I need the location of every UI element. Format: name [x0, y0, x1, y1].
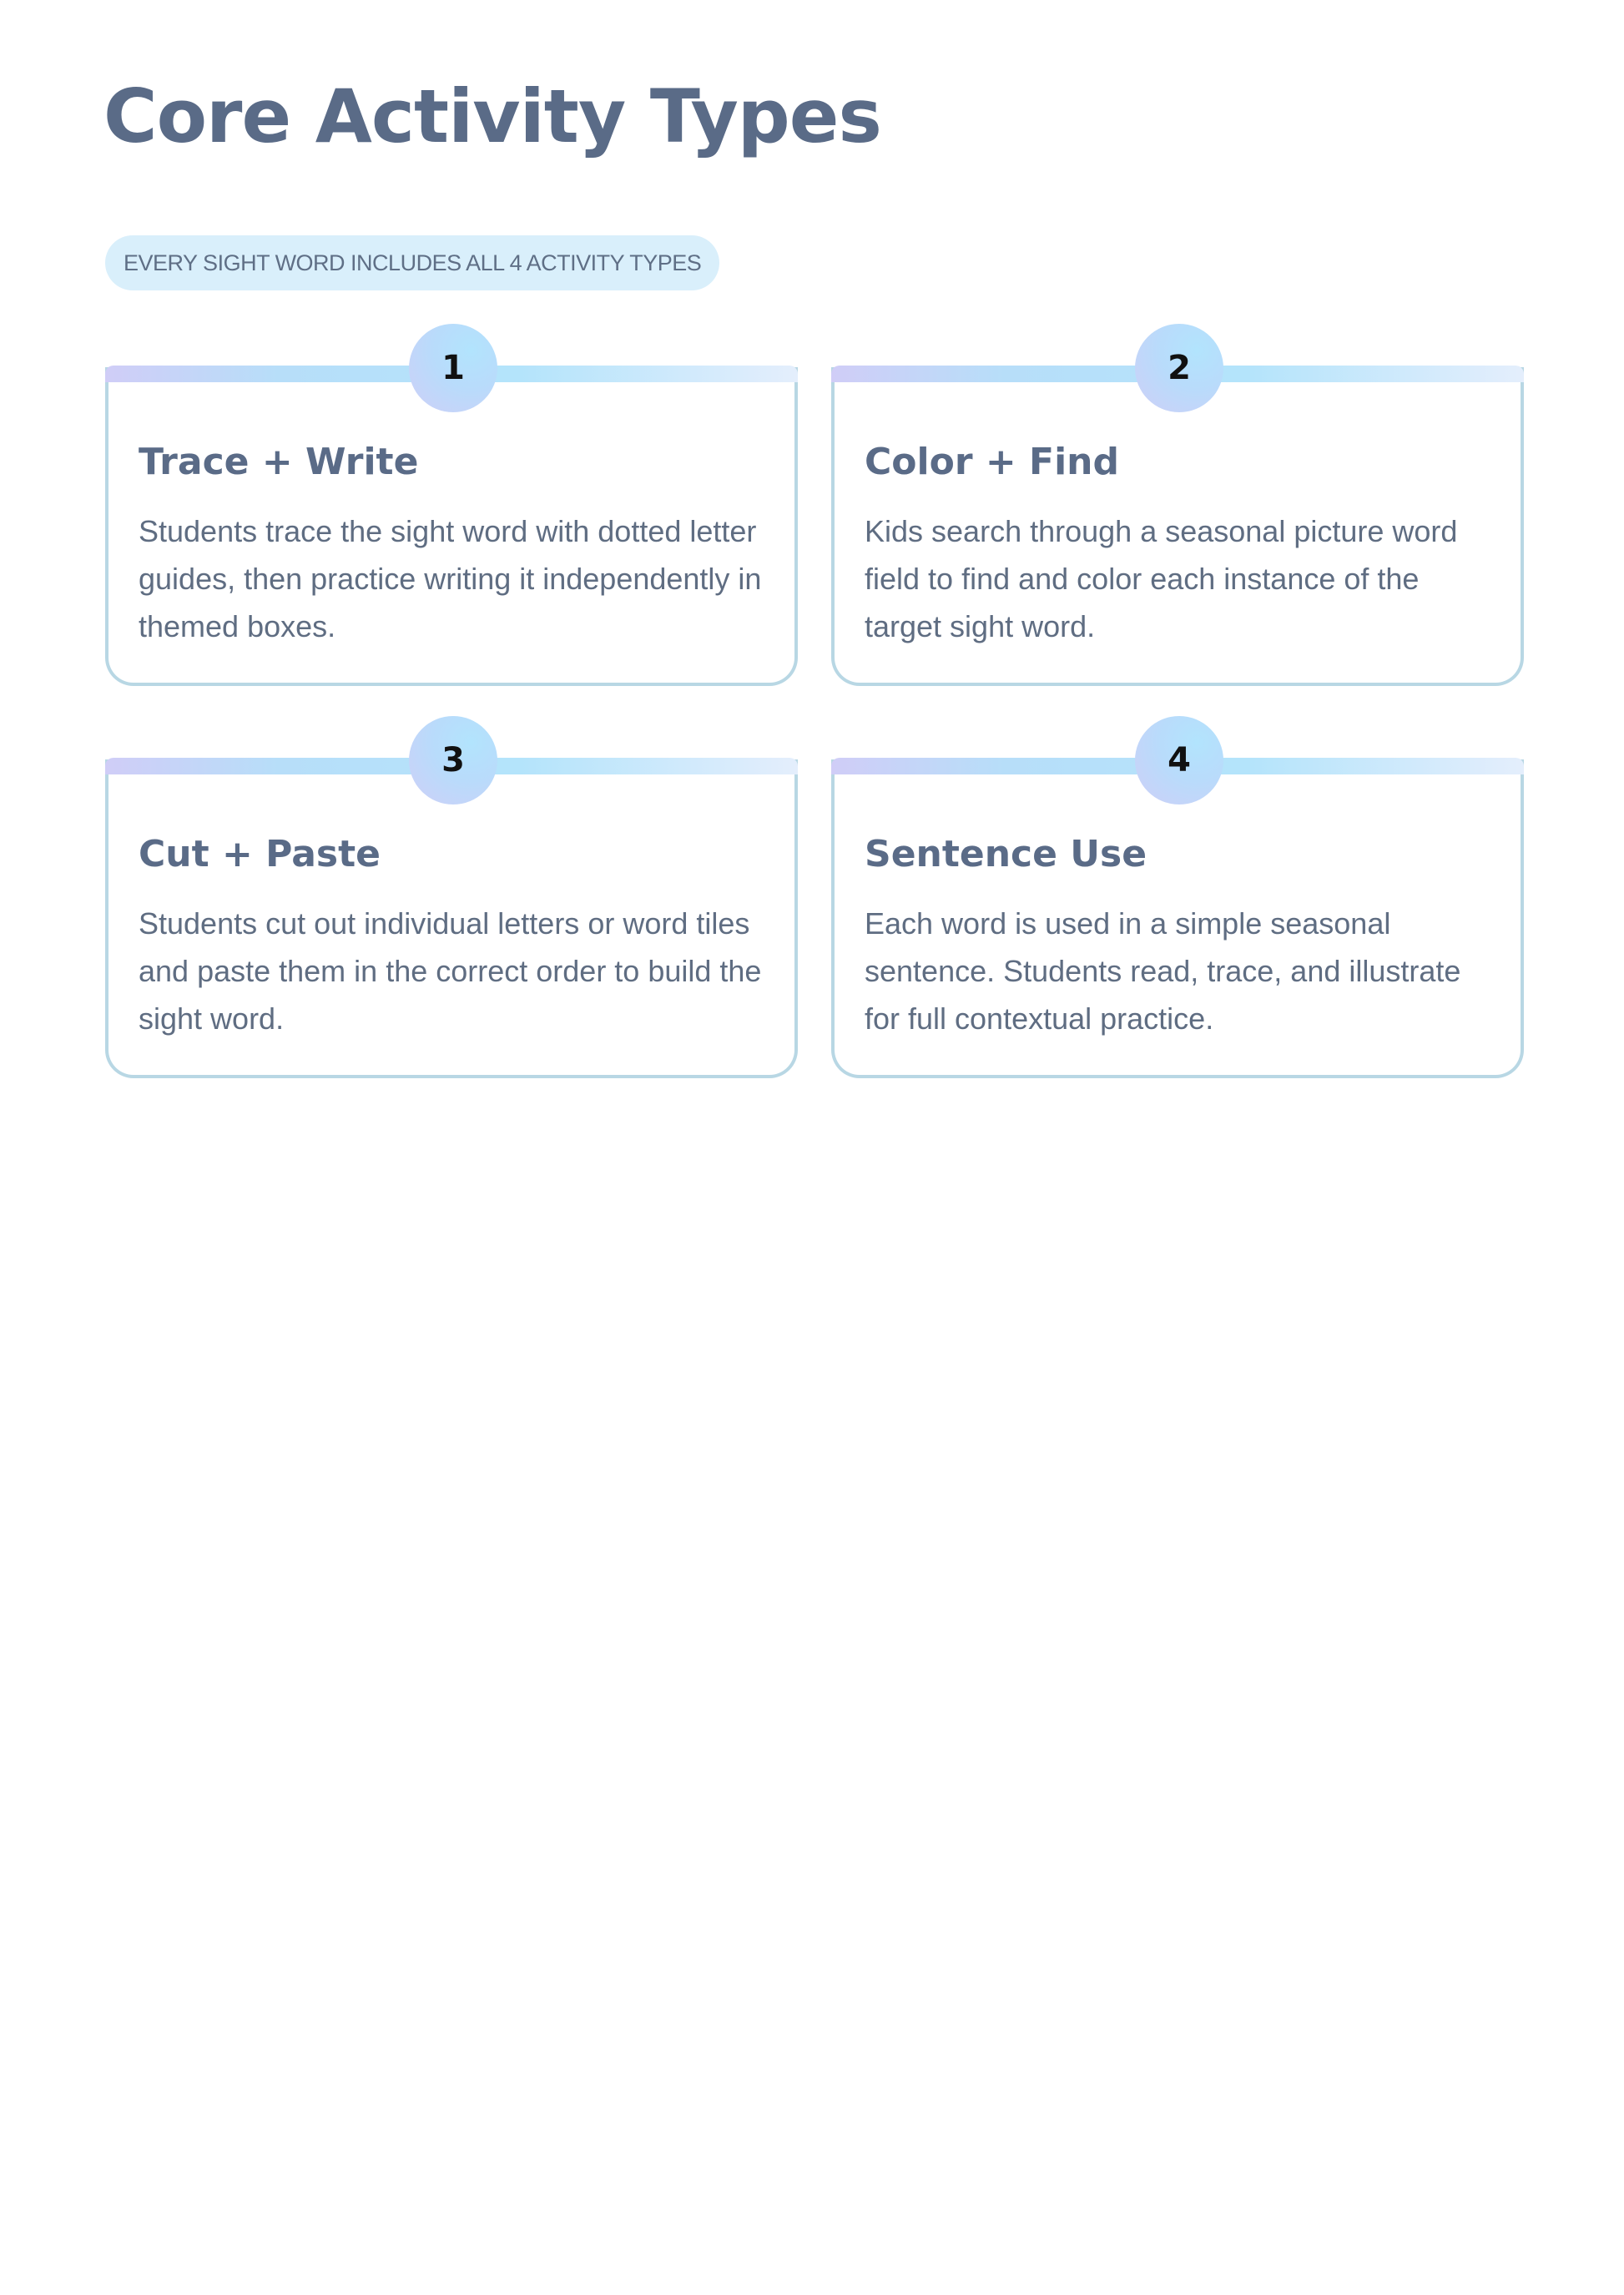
activity-card-cut-paste — [105, 716, 798, 1078]
activity-card-color-find — [831, 324, 1524, 686]
activity-number-badge: 2 — [1135, 324, 1223, 412]
activity-description: Students cut out individual letters or word tiles and paste them in the correct order to build the sight word. — [139, 906, 762, 1036]
activity-number-badge: 1 — [409, 324, 497, 412]
activity-title: Cut + Paste — [139, 833, 381, 875]
activity-description: Students trace the sight word with dotted letter guides, then practice writing it independently in themed boxes. — [139, 514, 762, 643]
page-title: Core Activity Types — [103, 73, 881, 159]
activity-number-badge: 3 — [409, 716, 497, 805]
activity-card-trace-write — [105, 324, 798, 686]
activity-count-badge: EVERY SIGHT WORD INCLUDES ALL 4 ACTIVITY TYPES — [105, 235, 719, 290]
activity-title: Trace + Write — [139, 441, 419, 483]
activity-title: Sentence Use — [865, 833, 1147, 875]
activity-description: Each word is used in a simple seasonal sentence. Students read, trace, and illustrate for full contextual practice. — [865, 906, 1461, 1036]
activity-description: Kids search through a seasonal picture word field to find and color each instance of the target sight word. — [865, 514, 1458, 643]
activity-title: Color + Find — [865, 441, 1119, 483]
activity-card-sentence-use — [831, 716, 1524, 1078]
activity-number-badge: 4 — [1135, 716, 1223, 805]
